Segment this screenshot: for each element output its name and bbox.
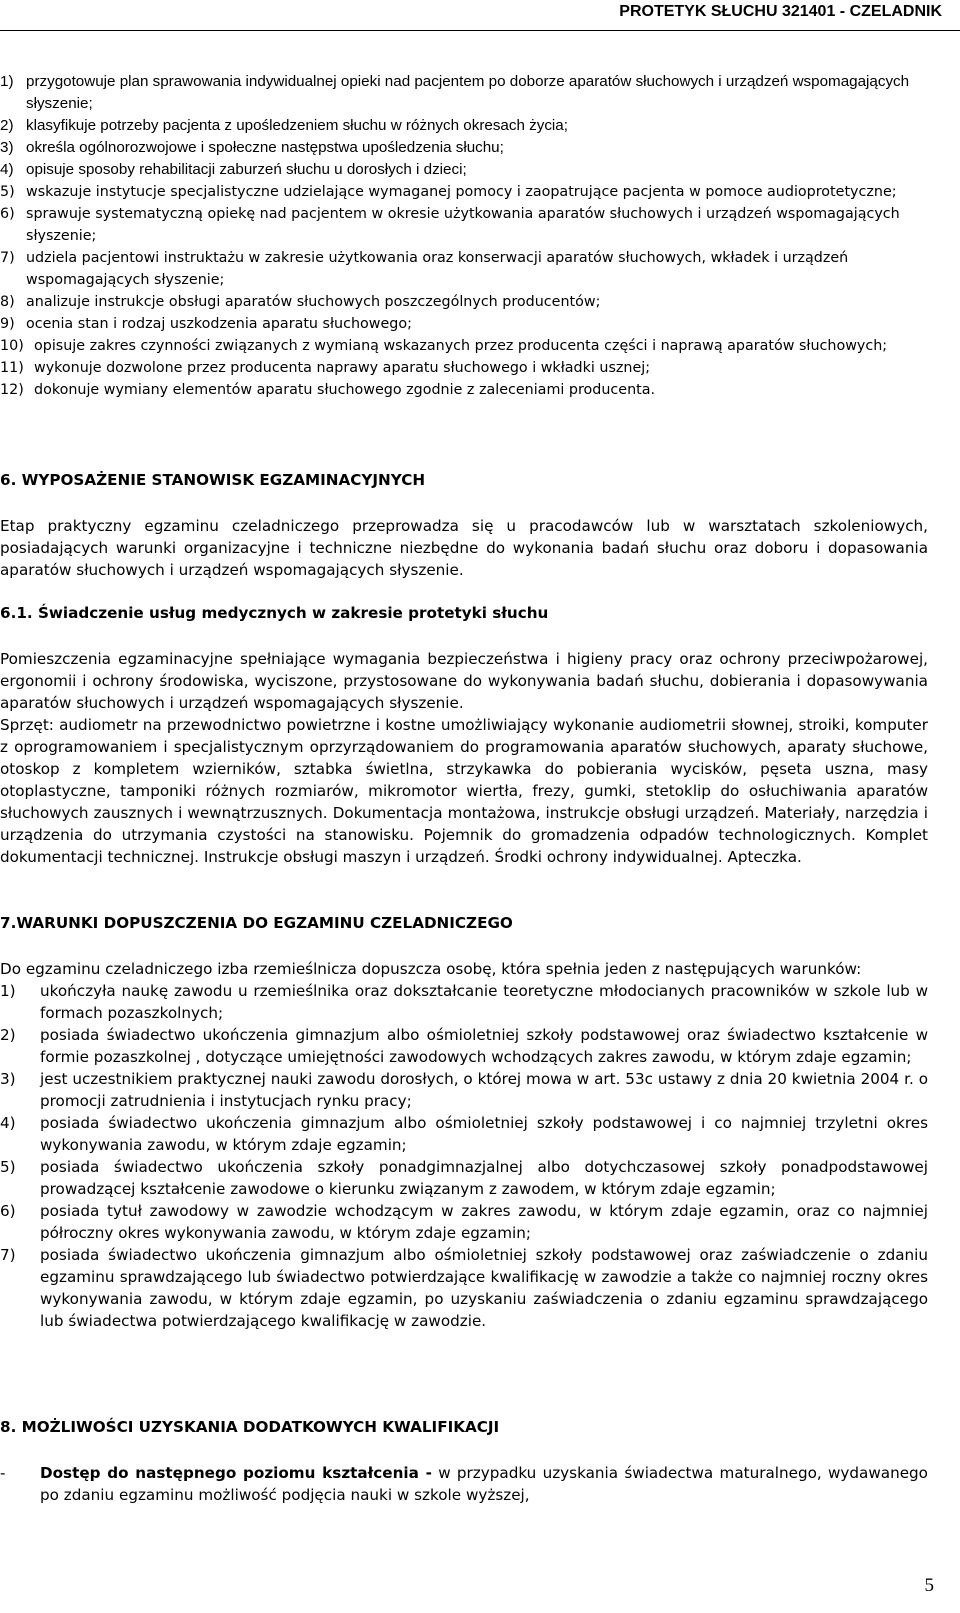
list-item <box>0 980 928 1024</box>
list-item <box>0 357 926 379</box>
bullet-bold-text: Dostęp do następnego poziomu kształcenia - <box>40 1464 432 1482</box>
list-item <box>0 203 926 247</box>
list-item-number: 12) <box>0 382 24 398</box>
list-item-text: jest uczestnikiem praktycznej nauki zawodu dorosłych, o której mowa w art. 53c ustawy z dnia 20 kwietnia 2004 r. o promocji zatrudnienia i instytucjach rynku pracy; <box>40 1070 928 1110</box>
list-item <box>0 1024 928 1068</box>
list-item-number: 7) <box>0 250 15 266</box>
list-item-number: 6) <box>0 1202 16 1220</box>
list-item <box>0 247 926 291</box>
conditions-list <box>0 980 928 1332</box>
list-item-text: przygotowuje plan sprawowania indywidualnej opieki nad pacjentem po doborze aparatów słuchowych i urządzeń wspomagających słyszenie; <box>26 73 910 112</box>
list-item <box>0 1068 928 1112</box>
list-item-number: 3) <box>0 139 14 156</box>
list-item-text: ukończyła naukę zawodu u rzemieślnika oraz dokształcanie teoretyczne młodocianych pracowników w szkole lub w formach pozaszkolnych; <box>40 982 928 1022</box>
list-item-text: posiada tytuł zawodowy w zawodzie wchodzącym w zakres zawodu, w którym zdaje egzamin, oraz co najmniej półroczny okres wykonywania zawodu, w którym zdaje egzamin; <box>40 1202 928 1242</box>
list-item-number: 2) <box>0 117 14 134</box>
list-item-text: posiada świadectwo ukończenia gimnazjum albo ośmioletniej szkoły podstawowej oraz zaświadczenie o zdaniu egzaminu sprawdzającego lub świadectwo potwierdzające kwalifikację w zawodzie a także co najmniej roczny okres wykonywania zawodu, w którym zdaje egzamin, po uzyskaniu zaświadczenia o zdaniu egzaminu sprawdzającego lub świadectwa potwierdzającego kwalifikację w zawodzie. <box>40 1246 928 1330</box>
section6-intro: Etap praktyczny egzaminu czeladniczego przeprowadza się u pracodawców lub w warsztatach szkoleniowych, posiadających warunki organizacyjne i techniczne niezbędne do wykonania badań słuchu oraz doboru i dopasowania aparatów słuchowych i urządzeń wspomagających słyszenie. <box>0 517 928 579</box>
list-item-text: wskazuje instytucje specjalistyczne udzielające wymaganej pomocy i zaopatrujące pacjenta w pomoce audioprotetyczne; <box>26 184 897 200</box>
bullet-text <box>40 1462 928 1506</box>
bullet-dash: - <box>0 1464 6 1482</box>
list-item-text: posiada świadectwo ukończenia gimnazjum albo ośmioletniej szkoły podstawowej oraz świadectwo kształcenie w formie pozaszkolnej , dotyczące umiejętności zawodowych wchodzących zakres zawodu, w którym zdaje egzamin; <box>40 1026 928 1066</box>
list-item-number: 7) <box>0 1246 16 1264</box>
list-item <box>0 1200 928 1244</box>
list-item <box>0 115 926 137</box>
list-item <box>0 1244 928 1332</box>
list-item-text: opisuje zakres czynności związanych z wymianą wskazanych przez producenta części i naprawą aparatów słuchowych; <box>34 338 888 354</box>
list-item <box>0 159 926 181</box>
list-item-number: 9) <box>0 316 15 332</box>
list-item-number: 4) <box>0 161 14 178</box>
rooms-paragraph: Pomieszczenia egzaminacyjne spełniające wymagania bezpieczeństwa i higieny pracy oraz ochrony przeciwpożarowej, ergonomii i ochrony środowiska, wyciszone, przystosowane do wykonywania badań słuchu, dobierania i dopasowywania aparatów słuchowych i urządzeń wspomagających słyszenie. <box>0 650 928 712</box>
list-item-text: określa ogólnorozwojowe i społeczne następstwa upośledzenia słuchu; <box>26 139 504 156</box>
list-item-text: klasyfikuje potrzeby pacjenta z upośledzeniem słuchu w różnych okresach życia; <box>26 117 568 134</box>
list-item-number: 8) <box>0 294 15 310</box>
section6-heading: 6. WYPOSAŻENIE STANOWISK EGZAMINACYJNYCH <box>0 471 426 489</box>
list-item-number: 1) <box>0 982 16 1000</box>
section6-1-heading: 6.1. Świadczenie usług medycznych w zakresie protetyki słuchu <box>0 604 549 622</box>
tasks-list <box>0 71 926 401</box>
list-item-text: opisuje sposoby rehabilitacji zaburzeń słuchu u dorosłych i dzieci; <box>26 161 467 178</box>
list-item-text: ocenia stan i rodzaj uszkodzenia aparatu słuchowego; <box>26 316 412 332</box>
list-item <box>0 313 926 335</box>
list-item <box>0 379 926 401</box>
list-item-number: 11) <box>0 360 24 376</box>
list-item-text: wykonuje dozwolone przez producenta naprawy aparatu słuchowego i wkładki usznej; <box>34 360 651 376</box>
section7-heading: 7.WARUNKI DOPUSZCZENIA DO EGZAMINU CZELADNICZEGO <box>0 914 513 932</box>
list-item-text: posiada świadectwo ukończenia gimnazjum albo ośmioletniej szkoły podstawowej i co najmniej trzyletni okres wykonywania zawodu, w którym zdaje egzamin; <box>40 1114 928 1154</box>
list-item-number: 6) <box>0 206 15 222</box>
list-item-number: 2) <box>0 1026 16 1044</box>
section7-intro: Do egzaminu czeladniczego izba rzemieślnicza dopuszcza osobę, która spełnia jeden z następujących warunków: <box>0 960 862 978</box>
page-header <box>0 0 960 30</box>
list-item-number: 4) <box>0 1114 16 1132</box>
list-item <box>0 1156 928 1200</box>
list-item <box>0 137 926 159</box>
list-item-text: udziela pacjentowi instruktażu w zakresie użytkowania oraz konserwacji aparatów słuchowych, wkładek i urządzeń wspomagających słyszenie; <box>26 250 849 288</box>
header-title: PROTETYK SŁUCHU 321401 - CZELADNIK <box>619 3 942 20</box>
section8-bullet <box>0 1462 928 1506</box>
list-item-text: sprawuje systematyczną opiekę nad pacjentem w okresie użytkowania aparatów słuchowych i urządzeń wspomagających słyszenie; <box>26 206 900 244</box>
list-item <box>0 291 926 313</box>
equipment-paragraph: Sprzęt: audiometr na przewodnictwo powietrzne i kostne umożliwiający wykonanie audiometrii słownej, stroiki, komputer z oprogramowaniem i specjalistycznym oprzyrządowaniem do programowania aparatów słuchowych, aparaty słuchowe, otoskop z kompletem wzierników, sztabka świetlna, strzykawka do pobierania wycisków, pęseta uszna, masy otoplastyczne, tamponiki różnych rozmiarów, mikromotor wiertła, frezy, gumki, stetoklip do osłuchiwania aparatów słuchowych zausznych i wewnątrzusznych. Dokumentacja montażowa, instrukcje obsługi urządzeń. Materiały, narzędzia i urządzenia do utrzymania czystości na stanowisku. Pojemnik do gromadzenia odpadów technologicznych. Komplet dokumentacji technicznej. Instrukcje obsługi maszyn i urządzeń. Środki ochrony indywidualnej. Apteczka. <box>0 716 928 866</box>
list-item-number: 1) <box>0 73 14 90</box>
section8-heading: 8. MOŻLIWOŚCI UZYSKANIA DODATKOWYCH KWALIFIKACJI <box>0 1418 500 1436</box>
section7-body <box>0 958 928 1332</box>
header-divider <box>0 30 960 31</box>
bullet-regular-text: w przypadku uzyskania świadectwa maturalnego, wydawanego po zdaniu egzaminu możliwość podjęcia nauki w szkole wyższej, <box>40 1464 928 1504</box>
list-item-text: posiada świadectwo ukończenia szkoły ponadgimnazjalnej albo dotychczasowej szkoły ponadpodstawowej prowadzącej kształcenie zawodowe o kierunku związanym z zawodem, w którym zdaje egzamin; <box>40 1158 928 1198</box>
list-item <box>0 71 926 115</box>
list-item <box>0 335 926 357</box>
page-number: 5 <box>924 1575 934 1596</box>
list-item-number: 5) <box>0 1158 16 1176</box>
list-item <box>0 181 926 203</box>
list-item-number: 3) <box>0 1070 16 1088</box>
list-item <box>0 1112 928 1156</box>
list-item-number: 10) <box>0 338 24 354</box>
list-item-text: analizuje instrukcje obsługi aparatów słuchowych poszczególnych producentów; <box>26 294 601 310</box>
list-item-number: 5) <box>0 184 15 200</box>
list-item-text: dokonuje wymiany elementów aparatu słuchowego zgodnie z zaleceniami producenta. <box>34 382 656 398</box>
